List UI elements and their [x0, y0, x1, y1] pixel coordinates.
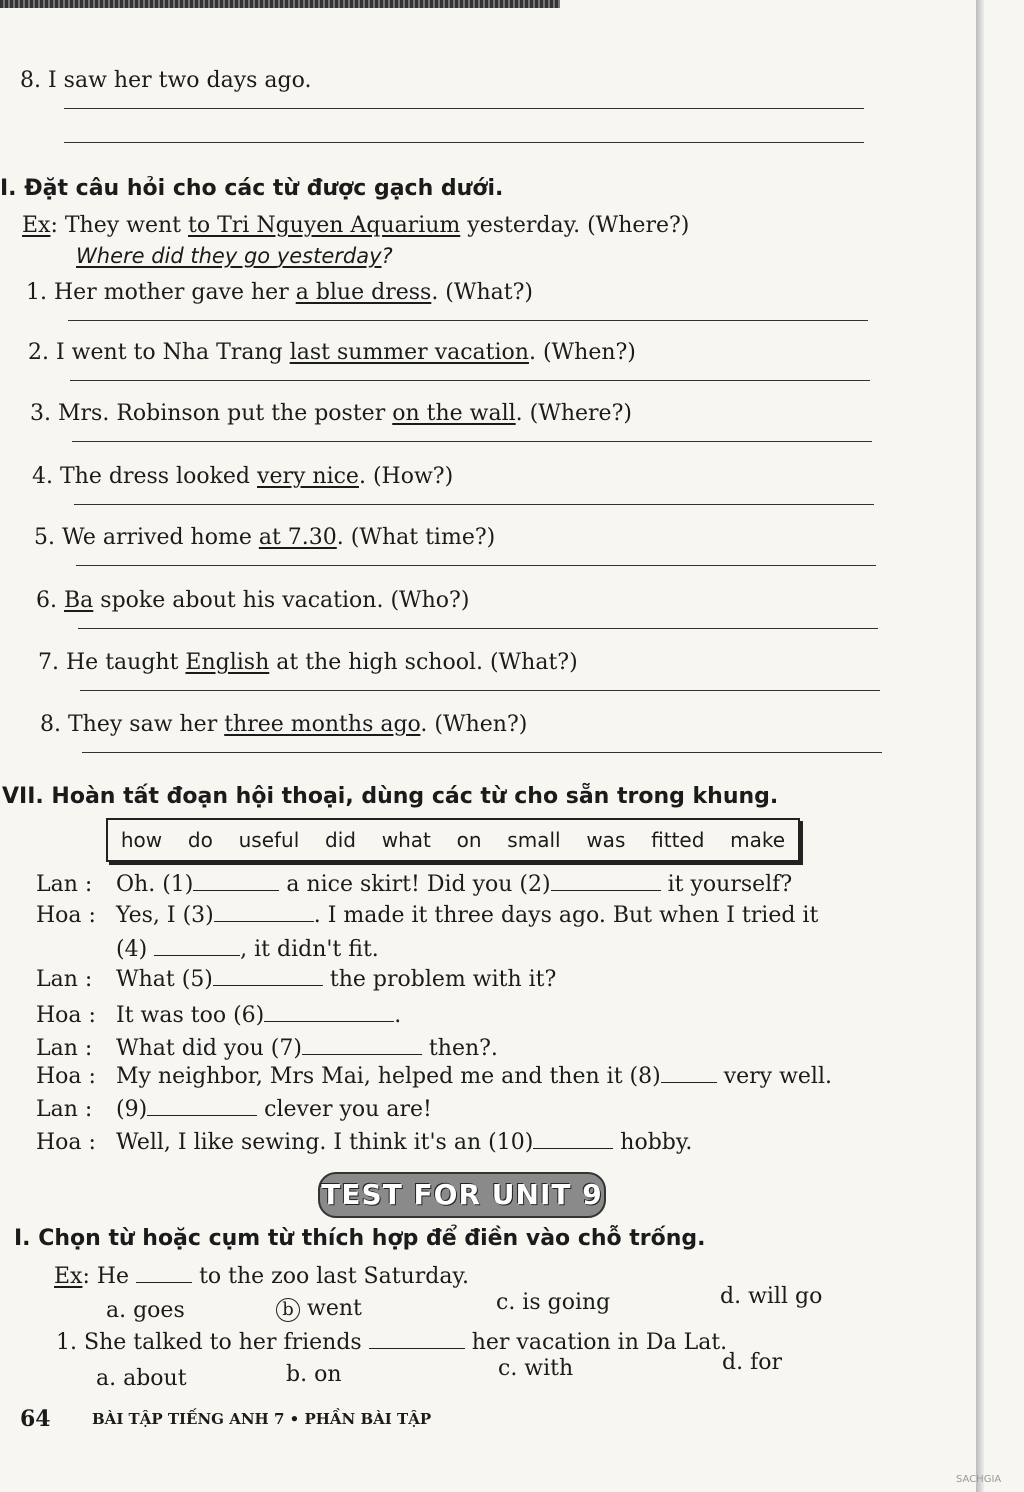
question: [56, 1330, 727, 1355]
item-text: Mrs. Robinson put the poster: [58, 401, 393, 426]
speaker: Hoa :: [36, 1064, 96, 1089]
question-item: [28, 340, 636, 365]
speaker: Lan :: [36, 967, 93, 992]
blank[interactable]: [264, 1005, 394, 1022]
item-text: . (When?): [528, 340, 636, 365]
example-text: to the zoo last Saturday.: [192, 1264, 469, 1289]
answer-line[interactable]: [78, 628, 878, 629]
dialogue-line: [36, 937, 379, 962]
item-text: . (What?): [431, 280, 533, 305]
question-item: [36, 588, 469, 613]
item-number: 6.: [36, 588, 57, 613]
item-number: 3.: [30, 401, 51, 426]
example-underlined: to Tri Nguyen Aquarium: [188, 213, 461, 238]
dialogue-text: Oh. (1): [116, 872, 194, 897]
dialogue-line: [36, 872, 792, 897]
blank[interactable]: [533, 1132, 613, 1149]
word-option: was: [586, 828, 626, 852]
blank[interactable]: [136, 1266, 192, 1283]
item-text: Her mother gave her: [54, 280, 296, 305]
speaker: Lan :: [36, 1036, 93, 1061]
option-text: went: [307, 1296, 362, 1321]
dialogue-text: very well.: [716, 1064, 832, 1089]
example-label: Ex: [22, 213, 51, 238]
option-c[interactable]: c. is going: [496, 1290, 611, 1315]
watermark: SACHGIA: [956, 1474, 1002, 1485]
answer-line[interactable]: [70, 380, 870, 381]
word-option: small: [507, 828, 561, 852]
dialogue-text: What (5): [116, 967, 213, 992]
answer-line[interactable]: [80, 690, 880, 691]
answer-line[interactable]: [82, 752, 882, 753]
dialogue-text: What did you (7): [116, 1036, 302, 1061]
item-underlined: a blue dress: [295, 280, 432, 305]
blank[interactable]: [214, 905, 314, 922]
question-text: her vacation in Da Lat.: [464, 1330, 728, 1355]
item-number: 7.: [38, 650, 59, 675]
section-title: I. Đặt câu hỏi cho các từ được gạch dưới.: [0, 176, 504, 201]
blank[interactable]: [147, 1099, 257, 1116]
example-answer: [76, 244, 393, 268]
question-text: She talked to her friends: [84, 1330, 369, 1355]
item-number: 1.: [56, 1330, 77, 1355]
dialogue-text: the problem with it?: [322, 967, 557, 992]
page-number: 64: [20, 1406, 51, 1432]
answer-line[interactable]: [74, 504, 874, 505]
item-underlined: very nice: [257, 464, 359, 489]
item-text: I went to Nha Trang: [56, 340, 290, 365]
option-b[interactable]: [276, 1296, 362, 1322]
book-title: BÀI TẬP TIẾNG ANH 7: [92, 1410, 285, 1428]
scan-top-edge: [0, 0, 560, 8]
item-underlined: at 7.30: [258, 525, 337, 550]
dialogue-text: a nice skirt! Did you (2): [279, 872, 551, 897]
item-underlined: on the wall: [392, 401, 516, 426]
dialogue-text: Well, I like sewing. I think it's an (10): [116, 1130, 534, 1155]
answer-line[interactable]: [72, 441, 872, 442]
blank[interactable]: [369, 1332, 465, 1349]
item-underlined: last summer vacation: [289, 340, 529, 365]
dialogue-text: . I made it three days ago. But when I tried it: [313, 903, 819, 928]
question-item: [38, 650, 578, 675]
speaker: Hoa :: [36, 903, 96, 928]
word-option: fitted: [651, 828, 705, 852]
bullet: •: [289, 1410, 300, 1428]
option-d[interactable]: d. for: [722, 1350, 782, 1375]
dialogue-text: (9): [116, 1097, 148, 1122]
dialogue-line: [36, 1036, 498, 1061]
item-text: at the high school. (What?): [269, 650, 578, 675]
word-option: what: [381, 828, 431, 852]
blank[interactable]: [154, 939, 240, 956]
blank[interactable]: [302, 1038, 422, 1055]
item-text: He taught: [66, 650, 186, 675]
item-text: spoke about his vacation. (Who?): [93, 588, 470, 613]
question-item: [34, 525, 495, 550]
blank[interactable]: [661, 1066, 717, 1083]
item-underlined: English: [185, 650, 270, 675]
word-option: on: [456, 828, 482, 852]
dialogue-text: it yourself?: [660, 872, 793, 897]
question-item: [40, 712, 527, 737]
dialogue-line: [36, 1097, 432, 1122]
option-b[interactable]: b. on: [286, 1362, 342, 1387]
test-banner: TEST FOR UNIT 9: [318, 1172, 606, 1218]
speaker: Lan :: [36, 872, 93, 897]
example-text: yesterday. (Where?): [460, 213, 690, 238]
blank[interactable]: [213, 969, 323, 986]
dialogue-text: clever you are!: [257, 1097, 432, 1122]
item-text: I saw her two days ago.: [48, 68, 312, 93]
dialogue-text: (4): [116, 937, 155, 962]
item-text: . (When?): [420, 712, 528, 737]
dialogue-line: [36, 1130, 692, 1155]
answer-line: [64, 108, 864, 109]
dialogue-text: then?.: [421, 1036, 498, 1061]
footer-book: [92, 1410, 431, 1428]
answer-line[interactable]: [76, 565, 876, 566]
example-label: Ex: [54, 1264, 83, 1289]
item-number: 8.: [20, 68, 41, 93]
item-number: 4.: [32, 464, 53, 489]
word-option: make: [730, 828, 786, 852]
part-title: PHẦN BÀI TẬP: [304, 1410, 432, 1428]
item-text: We arrived home: [62, 525, 259, 550]
scan-right-edge: [976, 0, 984, 1492]
option-a[interactable]: a. about: [96, 1366, 187, 1391]
word-option: did: [325, 828, 356, 852]
item-underlined: Ba: [64, 588, 94, 613]
answer-text: Where did they go: [76, 244, 277, 268]
dialogue-line: [36, 967, 556, 992]
dialogue-line: [36, 1064, 832, 1089]
question-item: [30, 401, 632, 426]
section-title: VII. Hoàn tất đoạn hội thoại, dùng các từ cho sẵn trong khung.: [2, 784, 779, 809]
item-number: 1.: [26, 280, 47, 305]
word-option: useful: [238, 828, 300, 852]
dialogue-line: [36, 1003, 401, 1028]
speaker: Hoa :: [36, 1003, 96, 1028]
question-item: [32, 464, 453, 489]
answer-text: ?: [381, 244, 393, 268]
dialogue-line: [36, 903, 818, 928]
word-option: how: [120, 828, 163, 852]
speaker: Lan :: [36, 1097, 93, 1122]
example-text: : They went: [50, 213, 189, 238]
circled-answer-icon: b: [276, 1298, 300, 1322]
dialogue-text: , it didn't fit.: [240, 937, 379, 962]
dialogue-text: hobby.: [613, 1130, 693, 1155]
example: [22, 213, 689, 238]
item-underlined: three months ago: [224, 712, 421, 737]
blank[interactable]: [193, 874, 279, 891]
option-d[interactable]: d. will go: [720, 1284, 823, 1309]
dialogue-text: It was too (6): [116, 1003, 265, 1028]
item-text: . (Where?): [515, 401, 632, 426]
item-number: 5.: [34, 525, 55, 550]
item-text: The dress looked: [60, 464, 258, 489]
item-number: 8.: [40, 712, 61, 737]
item-number: 2.: [28, 340, 49, 365]
word-option: do: [187, 828, 213, 852]
speaker: Hoa :: [36, 1130, 96, 1155]
dialogue-text: Yes, I (3): [116, 903, 214, 928]
example-text: : He: [82, 1264, 137, 1289]
answer-line[interactable]: [68, 320, 868, 321]
dialogue-text: My neighbor, Mrs Mai, helped me and then it (8): [116, 1064, 661, 1089]
option-a[interactable]: a. goes: [106, 1298, 185, 1323]
prev-item: [20, 68, 311, 93]
question-item: [26, 280, 533, 305]
dialogue-text: .: [394, 1003, 402, 1028]
answer-underlined: yesterday: [276, 244, 382, 268]
option-c[interactable]: c. with: [498, 1356, 574, 1381]
item-text: . (How?): [358, 464, 454, 489]
example: [54, 1264, 469, 1289]
blank[interactable]: [551, 874, 661, 891]
item-text: . (What time?): [336, 525, 496, 550]
word-box: [106, 818, 800, 862]
answer-line: [64, 142, 864, 143]
section-title: I. Chọn từ hoặc cụm từ thích hợp để điền vào chỗ trống.: [14, 1226, 706, 1251]
item-text: They saw her: [68, 712, 225, 737]
